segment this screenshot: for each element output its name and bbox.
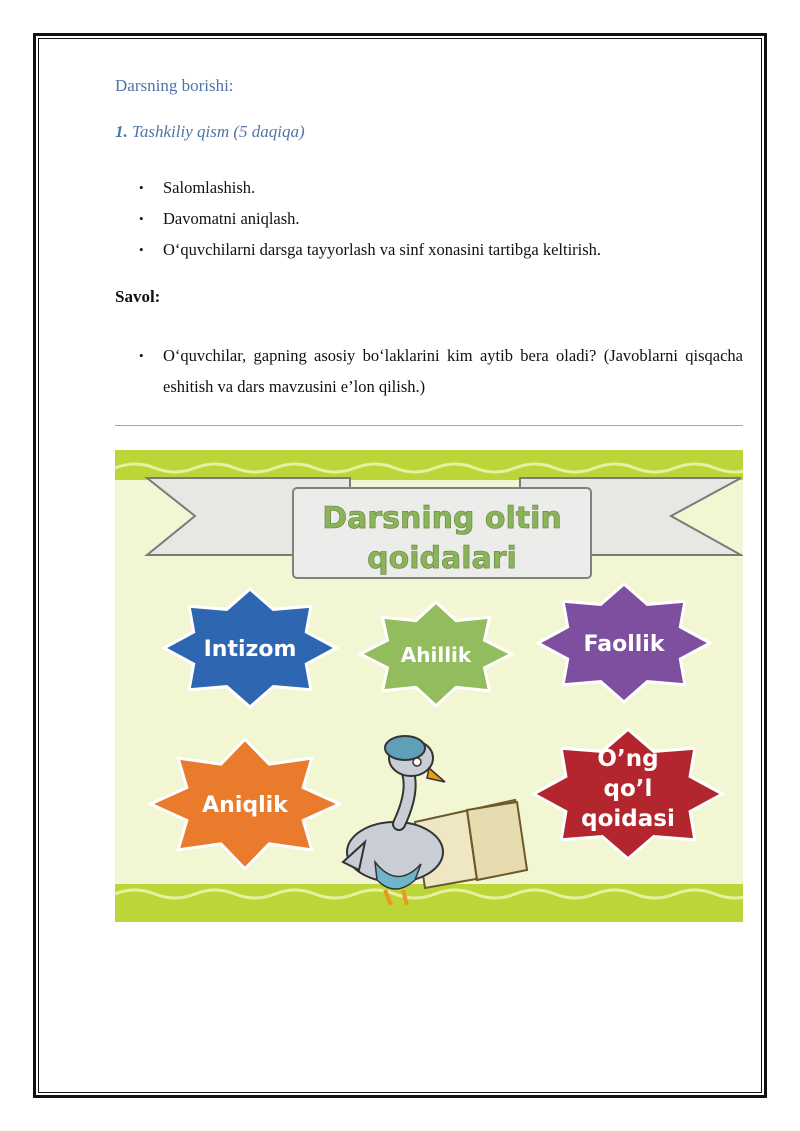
list-item: • Davomatni aniqlash.	[115, 203, 745, 234]
subheading-number: 1.	[115, 122, 128, 141]
question-text: • O‘quvchilar, gapning asosiy bo‘laklarini kim aytib bera oladi? (Javoblarni qisqacha eshitish va dars mavzusini e’lon qilish.)	[115, 340, 743, 402]
banner-line2: qoidalari	[367, 541, 517, 576]
rule-ong-line2: qo’l	[603, 776, 653, 802]
question-title: Savol:	[115, 287, 161, 306]
rule-ahillik: Ahillik	[400, 643, 472, 667]
rule-faollik: Faollik	[583, 632, 665, 657]
steps-list	[115, 172, 745, 265]
divider	[115, 425, 743, 426]
banner-line1: Darsning oltin	[322, 501, 562, 536]
list-item: • O‘quvchilarni darsga tayyorlash va sinf xonasini tartibga keltirish.	[115, 234, 745, 265]
subheading-title: Tashkiliy qism (5 daqiqa)	[132, 122, 305, 141]
rule-intizom: Intizom	[203, 637, 297, 662]
question-list	[115, 340, 743, 402]
rule-ong-line1: O’ng	[597, 746, 659, 772]
list-item: • Salomlashish.	[115, 172, 745, 203]
rule-ong-line3: qoidasi	[581, 806, 675, 832]
section-subheading	[115, 122, 305, 142]
rules-slide-image	[115, 450, 743, 922]
section-heading: Darsning borishi:	[115, 76, 234, 95]
rule-aniqlik: Aniqlik	[202, 793, 288, 818]
